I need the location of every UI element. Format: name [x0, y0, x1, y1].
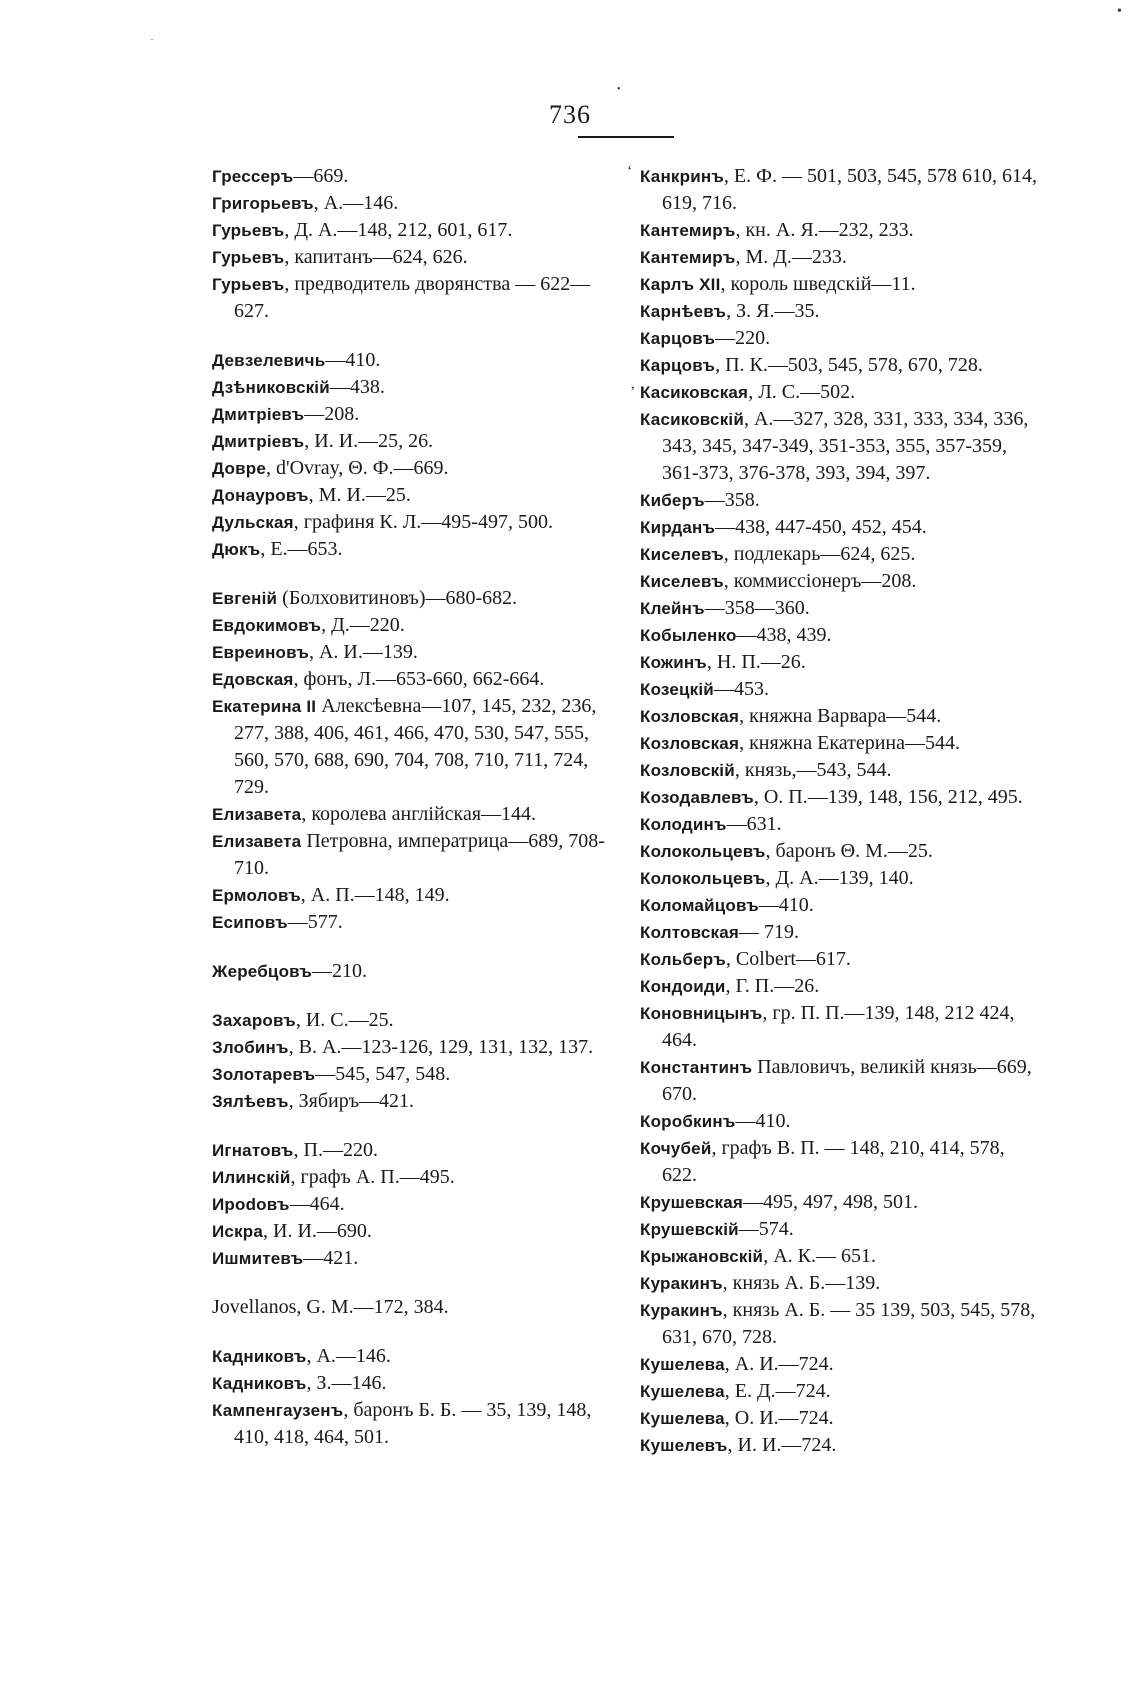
index-entry-name: Кантемиръ: [640, 221, 736, 240]
index-entry-name: Игнатовъ: [212, 1141, 294, 1160]
index-entry-name: Куракинъ: [640, 1301, 723, 1320]
index-entry-name: Кантемиръ: [640, 248, 736, 267]
index-entry-name: Елизавета: [212, 832, 302, 851]
index-entry: [640, 1135, 1040, 1189]
index-entry-name: Кушелева: [640, 1409, 725, 1428]
index-entry-name: Козловскій: [640, 761, 735, 780]
index-entry-refs: , А.—146.: [306, 1345, 391, 1367]
index-entry-name: Колтовская: [640, 923, 739, 942]
index-entry-name: Кушелева: [640, 1355, 725, 1374]
page-number-rule: [578, 136, 674, 138]
index-entry-name: Константинъ: [640, 1058, 753, 1077]
index-entry-refs: — 719.: [739, 921, 799, 943]
index-entry-refs: , капитанъ—624, 626.: [284, 246, 468, 268]
index-entry-refs: , И. С.—25.: [295, 1009, 394, 1031]
index-entry: [212, 1137, 612, 1164]
index-entry-refs: , графиня К. Л.—495-497, 500.: [293, 511, 553, 533]
index-entry: [640, 379, 1040, 406]
index-entry-name: Карлъ XII: [640, 275, 721, 294]
index-entry-name: Коломайцовъ: [640, 896, 759, 915]
index-entry-refs: , княжна Екатерина—544.: [739, 732, 961, 754]
index-entry-refs: , князь А. Б.—139.: [722, 1272, 881, 1294]
index-entry-name: Козловская: [640, 707, 740, 726]
index-entry-name: Киселевъ: [640, 572, 724, 591]
index-entry-refs: , П. К.—503, 545, 578, 670, 728.: [715, 354, 983, 376]
index-entry-refs: —220.: [715, 327, 771, 349]
index-entry-name: Киберъ: [640, 491, 705, 510]
index-entry-refs: Петровна, императрица—689, 708-710.: [234, 830, 605, 879]
index-entry-refs: (Болховитиновъ)—680-682.: [277, 587, 518, 609]
index-entry: [212, 828, 612, 882]
index-entry-name: Кольберъ: [640, 950, 726, 969]
index-entry: [640, 352, 1040, 379]
index-entry-name: Илинскій: [212, 1168, 291, 1187]
index-entry-refs: —464.: [289, 1193, 345, 1215]
index-entry: [212, 612, 612, 639]
index-entry: [640, 1216, 1040, 1243]
index-entry: [640, 1108, 1040, 1135]
index-entry-name: Кобыленко: [640, 626, 737, 645]
index-entry-refs: —410.: [735, 1110, 791, 1132]
index-entry: [212, 666, 612, 693]
index-entry-refs: , М. Д.—233.: [735, 246, 847, 268]
index-column-left: [212, 163, 612, 1451]
section-gap: [212, 1272, 612, 1294]
index-entry-name: Есиповъ: [212, 913, 288, 932]
index-entry-refs: , Г. П.—26.: [725, 975, 820, 997]
index-entry: [640, 595, 1040, 622]
index-entry-refs: , А. И.—139.: [308, 641, 418, 663]
index-entry: [212, 163, 612, 190]
index-entry-refs: , А.—146.: [313, 192, 399, 214]
index-entry-name: Кирданъ: [640, 518, 716, 537]
index-entry: [640, 568, 1040, 595]
index-entry-name: Клейнъ: [640, 599, 705, 618]
index-entry-name: Канкринъ: [640, 167, 724, 186]
index-entry: [640, 298, 1040, 325]
index-entry: [212, 585, 612, 612]
index-entry-name: Киселевъ: [640, 545, 724, 564]
index-entry-refs: , князь А. Б. — 35 139, 503, 545, 578, 631, 670, 728.: [662, 1299, 1036, 1348]
index-entry: [640, 730, 1040, 757]
index-entry-refs: —669.: [293, 165, 349, 187]
index-entry-refs: , А.—327, 328, 331, 333, 334, 336, 343, 345, 347-349, 351-353, 355, 357-359, 361-373, 376-378, 393, 394, 397.: [662, 408, 1029, 484]
index-entry: [212, 374, 612, 401]
index-entry: [640, 1405, 1040, 1432]
index-entry-refs: , королева англійская—144.: [301, 803, 537, 825]
index-entry-refs: , О. П.—139, 148, 156, 212, 495.: [753, 786, 1023, 808]
index-entry-name: Евреиновъ: [212, 643, 309, 662]
index-entry-name: Захаровъ: [212, 1011, 296, 1030]
index-entry-name: Евдокимовъ: [212, 616, 322, 635]
index-entry-refs: —438, 439.: [736, 624, 832, 646]
section-gap: [212, 1115, 612, 1137]
index-entry-refs: —438, 447-450, 452, 454.: [715, 516, 927, 538]
index-entry-name: Кушелевъ: [640, 1436, 728, 1455]
index-entry-refs: —495, 497, 498, 501.: [742, 1191, 918, 1213]
index-entry: [212, 536, 612, 563]
index-entry: [640, 1000, 1040, 1054]
index-entry-name: Девзелевичь: [212, 351, 326, 370]
index-entry: [640, 946, 1040, 973]
index-entry-name: Екатерина II: [212, 697, 317, 716]
index-entry: [212, 217, 612, 244]
page-number: 736: [549, 100, 591, 129]
index-entry: [212, 1007, 612, 1034]
index-entry-refs: , подлекарь—624, 625.: [723, 543, 916, 565]
index-entry-refs: —574.: [738, 1218, 794, 1240]
index-entry-refs: —358.: [704, 489, 760, 511]
index-entry-name: Ишмитевъ: [212, 1249, 304, 1268]
index-entry-name: Кочубей: [640, 1139, 712, 1158]
index-entry: [640, 1243, 1040, 1270]
index-entry-name: Колокольцевъ: [640, 842, 766, 861]
index-entry: [212, 1034, 612, 1061]
index-entry-refs: , И. И.—25, 26.: [304, 430, 434, 452]
index-entry-refs: , З. Я.—35.: [726, 300, 820, 322]
index-entry-refs: , И. И.—690.: [263, 1220, 372, 1242]
index-entry-refs: —631.: [726, 813, 782, 835]
index-entry: [212, 455, 612, 482]
index-entry: [212, 401, 612, 428]
index-entry-name: Кампенгаузенъ: [212, 1401, 344, 1420]
margin-tick: ’: [630, 384, 636, 401]
index-entry-refs: , князь,—543, 544.: [734, 759, 892, 781]
section-gap: [212, 1321, 612, 1343]
index-entry: [640, 1189, 1040, 1216]
index-entry-name: Злобинъ: [212, 1038, 289, 1057]
index-entry: [640, 541, 1040, 568]
index-entry-refs: , Д. А.—139, 140.: [765, 867, 914, 889]
index-entry-name: Кушелева: [640, 1382, 725, 1401]
index-entry: [640, 1270, 1040, 1297]
index-entry: [640, 919, 1040, 946]
index-entry: [640, 325, 1040, 352]
index-entry: [640, 1378, 1040, 1405]
index-entry-name: Кадниковъ: [212, 1347, 307, 1366]
section-gap: [212, 325, 612, 347]
index-entry-refs: , И. И.—724.: [727, 1434, 837, 1456]
index-entry: [640, 811, 1040, 838]
index-entry-refs: Алексѣевна—107, 145, 232, 236, 277, 388, 406, 461, 466, 470, 530, 547, 555, 560, 570, 688, 690, 704, 708, 710, 711, 724, 729.: [234, 695, 597, 798]
index-entry: [640, 865, 1040, 892]
index-entry-name: Жеребцовъ: [212, 962, 312, 981]
index-entry-refs: , Д. А.—148, 212, 601, 617.: [284, 219, 513, 241]
index-entry-refs: , баронъ Б. Б. — 35, 139, 148, 410, 418, 464, 501.: [234, 1399, 592, 1448]
index-entry-name: Коновницынъ: [640, 1004, 763, 1023]
index-entry: [640, 622, 1040, 649]
index-entry: [640, 487, 1040, 514]
index-entry-refs: , коммиссіонеръ—208.: [723, 570, 917, 592]
index-entry-name: Крушевская: [640, 1193, 743, 1212]
index-entry-name: Гурьевъ: [212, 275, 285, 294]
index-entry: [640, 1054, 1040, 1108]
index-entry-refs: , З.—146.: [306, 1372, 387, 1394]
index-entry-refs: , Colbert—617.: [725, 948, 851, 970]
index-entry-refs: —577.: [287, 911, 343, 933]
index-entry: [212, 482, 612, 509]
index-entry-refs: —208.: [304, 403, 360, 425]
index-entry: [640, 892, 1040, 919]
index-entry: [212, 347, 612, 374]
index-entry-name: Колодинъ: [640, 815, 727, 834]
index-entry: [640, 973, 1040, 1000]
index-entry-name: Куракинъ: [640, 1274, 723, 1293]
index-column-right: [640, 163, 1040, 1459]
section-gap: [212, 936, 612, 958]
index-entry: [212, 271, 612, 325]
index-entry-name: Карцовъ: [640, 356, 716, 375]
index-entry: [212, 1294, 612, 1321]
index-entry-name: Елизавета: [212, 805, 302, 824]
index-entry-name: Карцовъ: [640, 329, 716, 348]
index-entry-refs: , графъ А. П.—495.: [290, 1166, 455, 1188]
index-entry-name: Касиковскій: [640, 410, 744, 429]
index-entry-refs: , предводитель дворянства — 622—627.: [234, 273, 591, 322]
index-entry: [212, 1061, 612, 1088]
index-entry: [640, 244, 1040, 271]
index-entry-refs: , Н. П.—26.: [706, 651, 806, 673]
index-entry-refs: , В. А.—123-126, 129, 131, 132, 137.: [288, 1036, 594, 1058]
index-entry-refs: , Зябиръ—421.: [288, 1090, 415, 1112]
index-entry: [212, 909, 612, 936]
index-entry-refs: , Е.—653.: [260, 538, 343, 560]
index-entry-name: Дзѣниковскій: [212, 378, 330, 397]
index-entry-refs: , княжна Варвара—544.: [739, 705, 942, 727]
index-entry-refs: , Е. Д.—724.: [724, 1380, 831, 1402]
index-entry: [212, 1164, 612, 1191]
index-entry-refs: , d'Ovray, Θ. Ф.—669.: [266, 457, 449, 479]
index-entry-refs: —410.: [325, 349, 381, 371]
index-entry-refs: —453.: [713, 678, 769, 700]
index-entry: [212, 1343, 612, 1370]
index-entry-name: Кожинъ: [640, 653, 707, 672]
index-entry-name: Дюкъ: [212, 540, 261, 559]
index-entry-name: Крушевскій: [640, 1220, 739, 1239]
index-entry-name: Грессеръ: [212, 167, 294, 186]
index-entry: [640, 703, 1040, 730]
index-entry-name: Дмитріевъ: [212, 432, 305, 451]
index-entry-refs: —358—360.: [704, 597, 810, 619]
index-entry-refs: —421.: [303, 1247, 359, 1269]
index-entry: [212, 1088, 612, 1115]
index-entry: [640, 1351, 1040, 1378]
index-entry-refs: , Е. Ф. — 501, 503, 545, 578 610, 614, 619, 716.: [662, 165, 1037, 214]
index-entry: [212, 693, 612, 801]
index-entry: [640, 217, 1040, 244]
index-entry: [640, 649, 1040, 676]
index-entry-name: Козецкій: [640, 680, 714, 699]
index-entry-name: Дмитріевъ: [212, 405, 305, 424]
index-entry-name: Кадниковъ: [212, 1374, 307, 1393]
index-entry: [212, 882, 612, 909]
index-entry-refs: —545, 547, 548.: [315, 1063, 451, 1085]
index-entry-name: Ирodовъ: [212, 1195, 290, 1214]
index-entry-name: Едовская: [212, 670, 294, 689]
index-entry: [212, 639, 612, 666]
index-entry-refs: , Д.—220.: [321, 614, 405, 636]
index-entry: [640, 163, 1040, 217]
index-entry-name: Карнѣевъ: [640, 302, 727, 321]
index-entry-name: Дульская: [212, 513, 294, 532]
index-entry-name: Касиковская: [640, 383, 749, 402]
index-entry: [212, 190, 612, 217]
section-gap: [212, 563, 612, 585]
index-entry: [212, 428, 612, 455]
section-gap: [212, 985, 612, 1007]
index-entry-name: Золотаревъ: [212, 1065, 316, 1084]
index-entry: [212, 244, 612, 271]
index-entry-name: Козодавлевъ: [640, 788, 754, 807]
index-entry-name: Кондоиди: [640, 977, 726, 996]
index-entry: [640, 1297, 1040, 1351]
index-entry: [640, 1432, 1040, 1459]
index-entry-name: Григорьевъ: [212, 194, 314, 213]
index-entry-name: Козловская: [640, 734, 740, 753]
index-entry-refs: , гр. П. П.—139, 148, 212 424, 464.: [662, 1002, 1015, 1051]
index-entry: [212, 1218, 612, 1245]
index-entry-refs: —438.: [329, 376, 385, 398]
index-entry-name: Зялѣевъ: [212, 1092, 289, 1111]
index-entry: [212, 1191, 612, 1218]
index-entry: [640, 514, 1040, 541]
index-entry-refs: , А. П.—148, 149.: [300, 884, 450, 906]
index-entry-name: Искра: [212, 1222, 264, 1241]
index-entry: [640, 406, 1040, 487]
index-entry-refs: , М. И.—25.: [308, 484, 411, 506]
index-entry-name: Гурьевъ: [212, 248, 285, 267]
index-entry-name: Крыжановскій: [640, 1247, 764, 1266]
scan-speck: ·: [150, 32, 154, 46]
index-entry: [212, 958, 612, 985]
index-entry: [640, 271, 1040, 298]
index-entry: [212, 801, 612, 828]
index-entry-refs: Павловичъ, великій князь—669, 670.: [662, 1056, 1032, 1105]
index-entry-refs: , графъ В. П. — 148, 210, 414, 578, 622.: [662, 1137, 1005, 1186]
index-entry-refs: Jovellanos, G. M.—172, 384.: [212, 1296, 449, 1318]
index-entry-refs: —210.: [312, 960, 367, 982]
index-entry-refs: , фонъ, Л.—653-660, 662-664.: [293, 668, 545, 690]
index-entry-refs: , баронъ Θ. М.—25.: [765, 840, 933, 862]
index-entry: [212, 1245, 612, 1272]
margin-tick: ‘: [627, 163, 633, 180]
index-entry: [212, 1370, 612, 1397]
index-entry: [212, 509, 612, 536]
index-entry-name: Гурьевъ: [212, 221, 285, 240]
index-entry-refs: , П.—220.: [293, 1139, 378, 1161]
index-entry-refs: , Л. С.—502.: [748, 381, 856, 403]
index-entry-refs: , О. И.—724.: [724, 1407, 834, 1429]
index-entry: [212, 1397, 612, 1451]
scan-speck: •: [1117, 4, 1122, 19]
index-entry: [640, 838, 1040, 865]
index-entry: [640, 676, 1040, 703]
index-entry: [640, 757, 1040, 784]
index-entry-refs: , король шведскій—11.: [720, 273, 916, 295]
index-entry-name: Донауровъ: [212, 486, 309, 505]
index-entry-name: Коробкинъ: [640, 1112, 736, 1131]
index-entry-refs: , А. К.— 651.: [763, 1245, 877, 1267]
index-entry-refs: , кн. А. Я.—232, 233.: [735, 219, 914, 241]
index-entry: [640, 784, 1040, 811]
index-entry-refs: , А. И.—724.: [724, 1353, 834, 1375]
index-entry-name: Евгеній: [212, 589, 278, 608]
index-entry-refs: —410.: [758, 894, 814, 916]
index-entry-name: Колокольцевъ: [640, 869, 766, 888]
index-entry-name: Довре: [212, 459, 266, 478]
index-entry-name: Ермоловъ: [212, 886, 301, 905]
page-number-dot: •: [617, 84, 621, 95]
